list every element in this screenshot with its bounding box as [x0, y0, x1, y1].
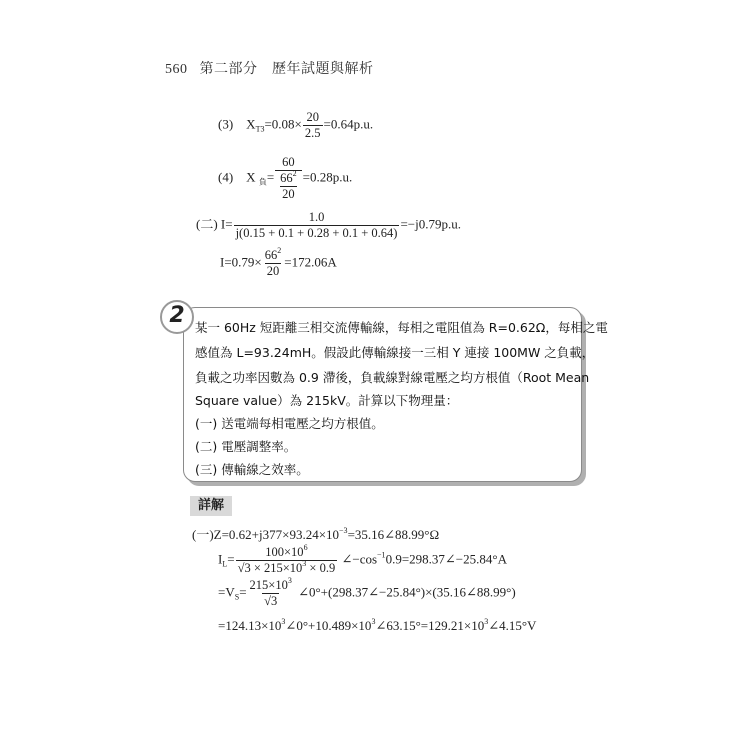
page-header — [165, 58, 374, 78]
question-line: 感值為 L=93.24mH。假設此傳輸線接一三相 Y 連接 100MW 之負載， — [195, 345, 595, 360]
fraction: $\frac{215\times 10^3}{√3}$ — [249, 576, 292, 608]
fraction: $\frac{20}{2.5}$ — [304, 110, 321, 140]
question-line: 某一 60Hz 短距離三相交流傳輸線，每相之電阻值為 R=0.62Ω，每相之電 — [195, 320, 608, 335]
equation-current-amp: I=0.79× $\frac{66^2}{20}$ =172.06A — [220, 246, 337, 278]
solution-tag: 詳解 — [190, 496, 232, 516]
question-number: 2 — [160, 300, 194, 334]
question-item: (二) 電壓調整率。 — [195, 439, 297, 454]
equation-current: (二) I= $\frac{1.0}{j(0.15 + 0.1 + 0.28 + 0.1 + 0.64)}$ =−j0.79p.u. — [196, 210, 461, 240]
page-number: 560 — [165, 62, 188, 77]
question-item: (一) 送電端每相電壓之均方根值。 — [195, 416, 384, 431]
question-line: Square value）為 215kV。計算以下物理量： — [195, 393, 459, 408]
fraction: $\frac{60}{\frac{66^2}{20}}$ — [275, 155, 302, 202]
equation-sending-voltage: $=V_S=$ $\frac{215\times 10^3}{√3}$ ∠0°+(298.37∠−25.84°)×(35.16∠88.99°) — [218, 576, 516, 608]
equation-final: $=124.13\times 10^3\angle 0^\circ+10.489\times 10^3\angle 63.15^\circ=129.21\times 10^3\angle 4.15^\circ V$ — [218, 617, 537, 633]
question-line: 負載之功率因數為 0.9 滯後，負載線對線電壓之均方根值（Root Mean — [195, 370, 590, 385]
equation-4: (4) X $_負$= $\frac{60}{\frac{66^2}{20}}$ =0.28p.u. — [218, 155, 353, 201]
fraction: $\frac{1.0}{j(0.15 + 0.1 + 0.28 + 0.1 + 0.64)}$ — [235, 210, 398, 240]
equation-3: (3) $X_{T3}=0.08\times$ $\frac{20}{2.5}$ =0.64p.u. — [218, 110, 374, 140]
equation-load-current: $I_L=$ $\frac{100\times 10^6}{√3 \times 215\times 10^3 \times 0.9}$ $\angle-\cos^{-1}0.9=298.37\angle-25.84^\circ A$ — [218, 543, 507, 575]
equation-impedance: (一)$Z=0.62+j377\times 93.24\times 10^{-3}=35.16\angle 88.99^\circ\Omega$ — [192, 526, 440, 542]
fraction: $\frac{66^2}{20}$ — [264, 246, 282, 278]
page-title: 第二部分 歷年試題與解析 — [199, 62, 374, 77]
fraction: $\frac{100\times 10^6}{√3 \times 215\times 10^3 \times 0.9}$ — [237, 543, 336, 575]
question-item: (三) 傳輸線之效率。 — [195, 462, 309, 477]
